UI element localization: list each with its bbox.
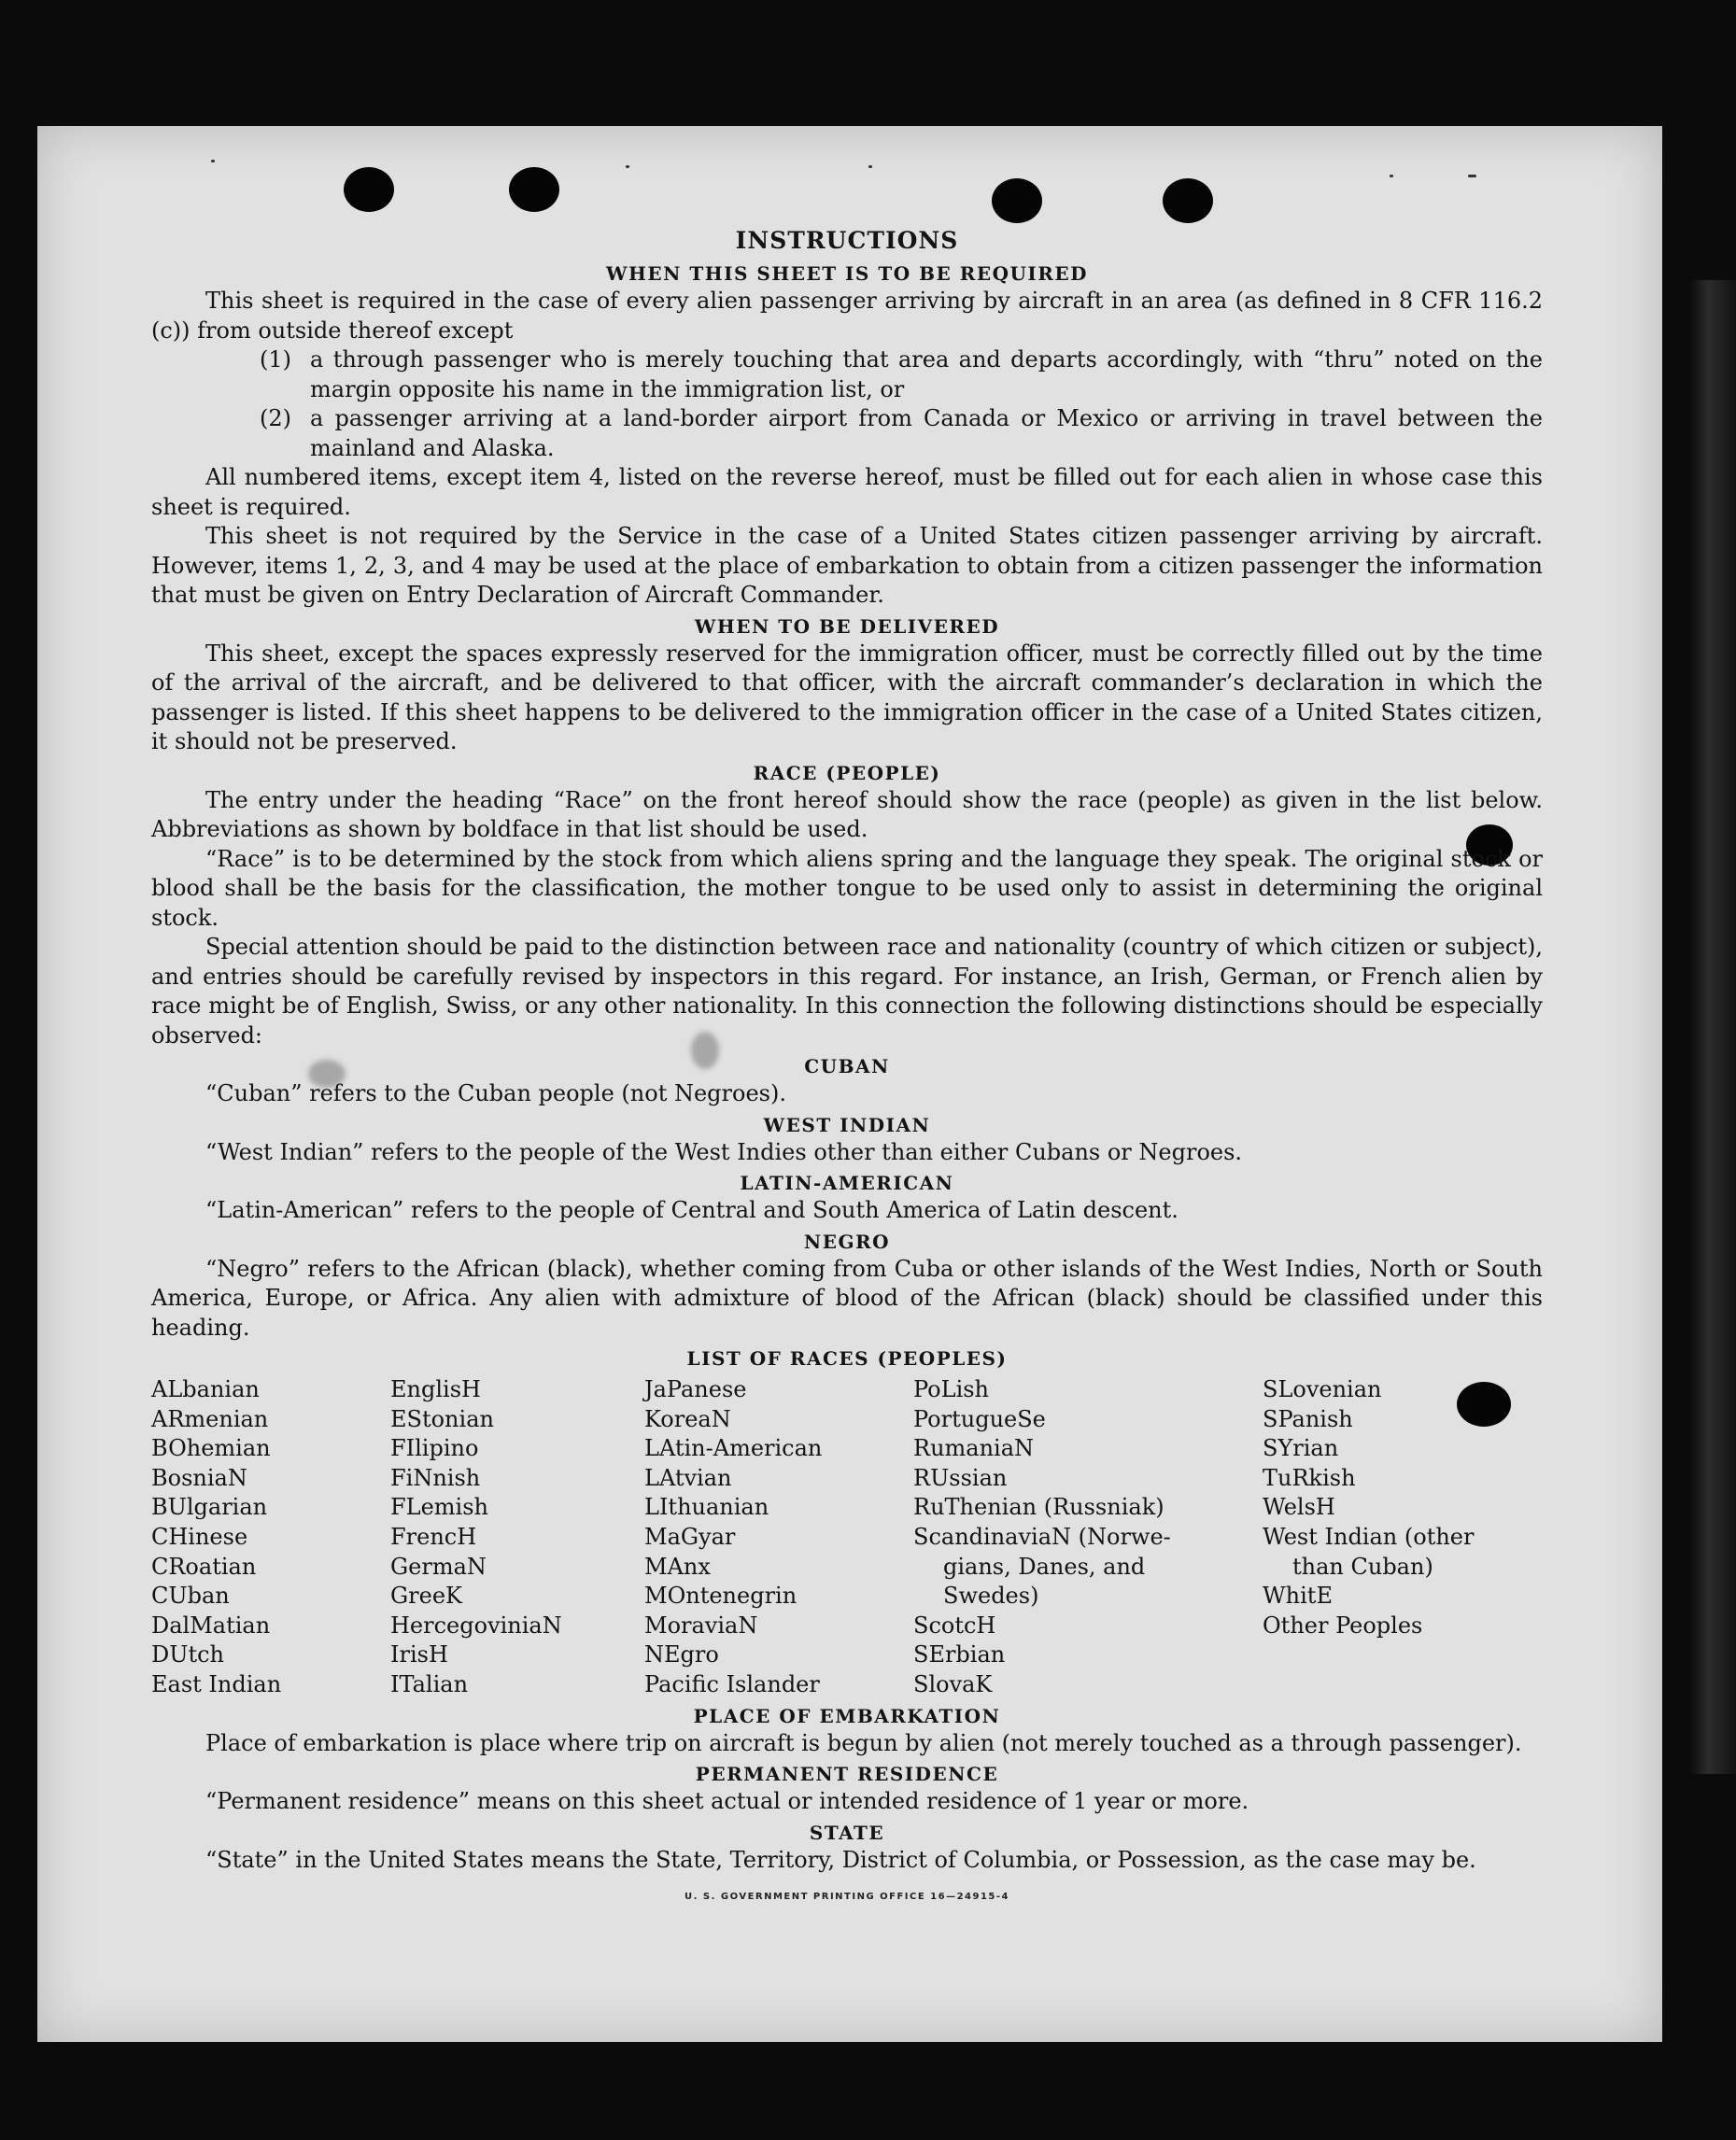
race-item: than Cuban) [1292, 1553, 1433, 1580]
paragraph: “Cuban” refers to the Cuban people (not Negroes). [205, 1080, 786, 1106]
document-page [37, 126, 1662, 2042]
numbered-item [260, 404, 1543, 463]
race-item: Pacific Islander [644, 1670, 820, 1697]
race-item: WelsH [1263, 1494, 1335, 1521]
race-item: gians, Danes, and [943, 1553, 1146, 1580]
race-item: Swedes) [943, 1583, 1039, 1610]
scan-background-edge [1690, 280, 1736, 1774]
punch-hole [509, 167, 559, 212]
race-item: GreeK [390, 1583, 462, 1610]
item-number: (2) [260, 405, 291, 431]
heading-when-required: WHEN THIS SHEET IS TO BE REQUIRED [606, 262, 1088, 285]
printing-office-imprint: U. S. GOVERNMENT PRINTING OFFICE 16—24915-4 [685, 1892, 1009, 1903]
paragraph: This sheet is not required by the Service in the case of a United States citizen passenger arriving by aircraft. However, items 1, 2, 3, and 4 may be used at the place of embarkation to obtain from a citizen passenger the information that must be given on Entry Declaration of Aircraft Commander. [151, 523, 1543, 608]
race-item: MaGyar [644, 1523, 736, 1550]
heading-race: RACE (PEOPLE) [753, 761, 941, 784]
race-item: IrisH [390, 1641, 448, 1668]
race-item: SErbian [913, 1641, 1006, 1668]
scan-speck [1468, 175, 1476, 177]
heading-west-indian: WEST INDIAN [763, 1113, 931, 1136]
paragraph: The entry under the heading “Race” on the front hereof should show the race (people) as given in the list below. Abbreviations as shown by boldface in that list should be used. [151, 786, 1543, 842]
race-item: CHinese [151, 1523, 248, 1550]
race-item: WhitE [1263, 1583, 1333, 1610]
item-text: a through passenger who is merely touching that area and departs accordingly, with “thru” noted on the margin opposite his name in the immigration list, or [310, 346, 1543, 402]
page-title: INSTRUCTIONS [735, 227, 959, 254]
race-item: BosniaN [151, 1464, 247, 1491]
paragraph: This sheet is required in the case of every alien passenger arriving by aircraft in an area (as defined in 8 CFR 116.2 (c)) from outside thereof except [151, 288, 1543, 344]
scan-speck [868, 165, 872, 168]
race-item: FIlipino [390, 1435, 479, 1462]
paragraph: This sheet, except the spaces expressly reserved for the immigration officer, must be correctly filled out by the time of the arrival of the aircraft, and be delivered to that officer, with the aircraft commander’s declaration in which the passenger is listed. If this sheet happens to be delivered to the immigration officer in the case of a United States citizen, it should not be preserved. [151, 640, 1543, 754]
race-item: GermaN [390, 1553, 487, 1580]
scan-speck [626, 165, 629, 168]
paragraph: Place of embarkation is place where trip on aircraft is begun by alien (not merely touched as a through passenger). [205, 1729, 1522, 1756]
paragraph: “Latin-American” refers to the people of Central and South America of Latin descent. [205, 1197, 1179, 1223]
race-column-4 [913, 1375, 1263, 1700]
race-item: ARmenian [151, 1405, 269, 1432]
race-item: West Indian (other [1263, 1523, 1475, 1550]
race-item: MoraviaN [644, 1612, 758, 1639]
race-item: CRoatian [151, 1553, 257, 1580]
paragraph: “Race” is to be determined by the stock from which aliens spring and the language they speak. The original stock or blood shall be the basis for the classification, the mother tongue to be used only to assist in determining the original stock. [151, 845, 1543, 931]
numbered-item [260, 345, 1543, 404]
paragraph: “State” in the United States means the State, Territory, District of Columbia, or Possession, as the case may be. [205, 1846, 1476, 1873]
paragraph: “Permanent residence” means on this sheet actual or intended residence of 1 year or more. [205, 1788, 1249, 1815]
race-column-2 [390, 1375, 644, 1700]
race-item: BUlgarian [151, 1494, 268, 1521]
race-item: CUban [151, 1583, 230, 1610]
heading-cuban: CUBAN [804, 1055, 890, 1077]
punch-hole [344, 167, 394, 212]
race-item: RuThenian (Russniak) [913, 1494, 1164, 1521]
race-item: BOhemian [151, 1435, 271, 1462]
punch-hole [992, 178, 1042, 223]
race-item: RumaniaN [913, 1435, 1035, 1462]
heading-latin-american: LATIN-AMERICAN [740, 1172, 954, 1194]
race-item: DalMatian [151, 1612, 271, 1639]
punch-hole [1163, 178, 1213, 223]
race-item: KoreaN [644, 1405, 731, 1432]
race-item: LAtin-American [644, 1435, 823, 1462]
heading-place-of-embarkation: PLACE OF EMBARKATION [693, 1704, 1001, 1727]
race-item: ScandinaviaN (Norwe- [913, 1523, 1171, 1550]
item-number: (1) [260, 346, 291, 373]
race-column-5 [1263, 1375, 1533, 1700]
paragraph: “West Indian” refers to the people of the West Indies other than either Cubans or Negroes. [205, 1138, 1243, 1165]
race-list [151, 1375, 1543, 1700]
race-item: SlovaK [913, 1670, 993, 1697]
heading-state: STATE [809, 1821, 885, 1844]
race-item: MAnx [644, 1553, 711, 1580]
race-item: FLemish [390, 1494, 488, 1521]
race-item: ALbanian [151, 1376, 260, 1402]
instructions-body [151, 224, 1543, 1912]
race-item: SYrian [1263, 1435, 1339, 1462]
race-item: PoLish [913, 1376, 990, 1402]
heading-list-of-races: LIST OF RACES (PEOPLES) [686, 1347, 1008, 1370]
race-item: PortugueSe [913, 1405, 1046, 1432]
heading-permanent-residence: PERMANENT RESIDENCE [695, 1763, 999, 1786]
race-item: FrencH [390, 1523, 477, 1550]
paragraph: “Negro” refers to the African (black), whether coming from Cuba or other islands of the West Indies, North or South America, Europe, or Africa. Any alien with admixture of blood of the African (black) should be classified under this heading. [151, 1255, 1543, 1341]
race-item: Other Peoples [1263, 1612, 1423, 1639]
race-item: SLovenian [1263, 1376, 1382, 1402]
race-item: JaPanese [644, 1376, 747, 1402]
race-item: SPanish [1263, 1405, 1353, 1432]
scan-speck [1390, 175, 1393, 177]
race-column-1 [151, 1375, 390, 1700]
race-item: LAtvian [644, 1464, 732, 1491]
paragraph: Special attention should be paid to the distinction between race and nationality (country of which citizen or subject), and entries should be carefully revised by inspectors in this regard. For instance, an Irish, German, or French alien by race might be of English, Swiss, or any other nationality. In this connection the following distinctions should be especially observed: [151, 934, 1543, 1049]
heading-negro: NEGRO [803, 1230, 891, 1253]
race-item: HercegoviniaN [390, 1612, 562, 1639]
scan-speck [211, 160, 215, 162]
race-item: RUssian [913, 1464, 1008, 1491]
race-item: FiNnish [390, 1464, 481, 1491]
race-item: EnglisH [390, 1376, 481, 1402]
heading-when-delivered: WHEN TO BE DELIVERED [694, 614, 1000, 638]
race-item: EStonian [390, 1405, 494, 1432]
race-item: MOntenegrin [644, 1583, 797, 1610]
item-text: a passenger arriving at a land-border airport from Canada or Mexico or arriving in travel between the mainland and Alaska. [310, 405, 1543, 461]
race-item: ITalian [390, 1670, 469, 1697]
race-item: LIthuanian [644, 1494, 769, 1521]
race-item: TuRkish [1263, 1464, 1356, 1491]
race-column-3 [644, 1375, 913, 1700]
race-item: ScotcH [913, 1612, 996, 1639]
race-item: NEgro [644, 1641, 719, 1668]
race-item: East Indian [151, 1670, 282, 1697]
race-item: DUtch [151, 1641, 225, 1668]
paragraph: All numbered items, except item 4, listed on the reverse hereof, must be filled out for each alien in whose case this sheet is required. [151, 464, 1543, 520]
